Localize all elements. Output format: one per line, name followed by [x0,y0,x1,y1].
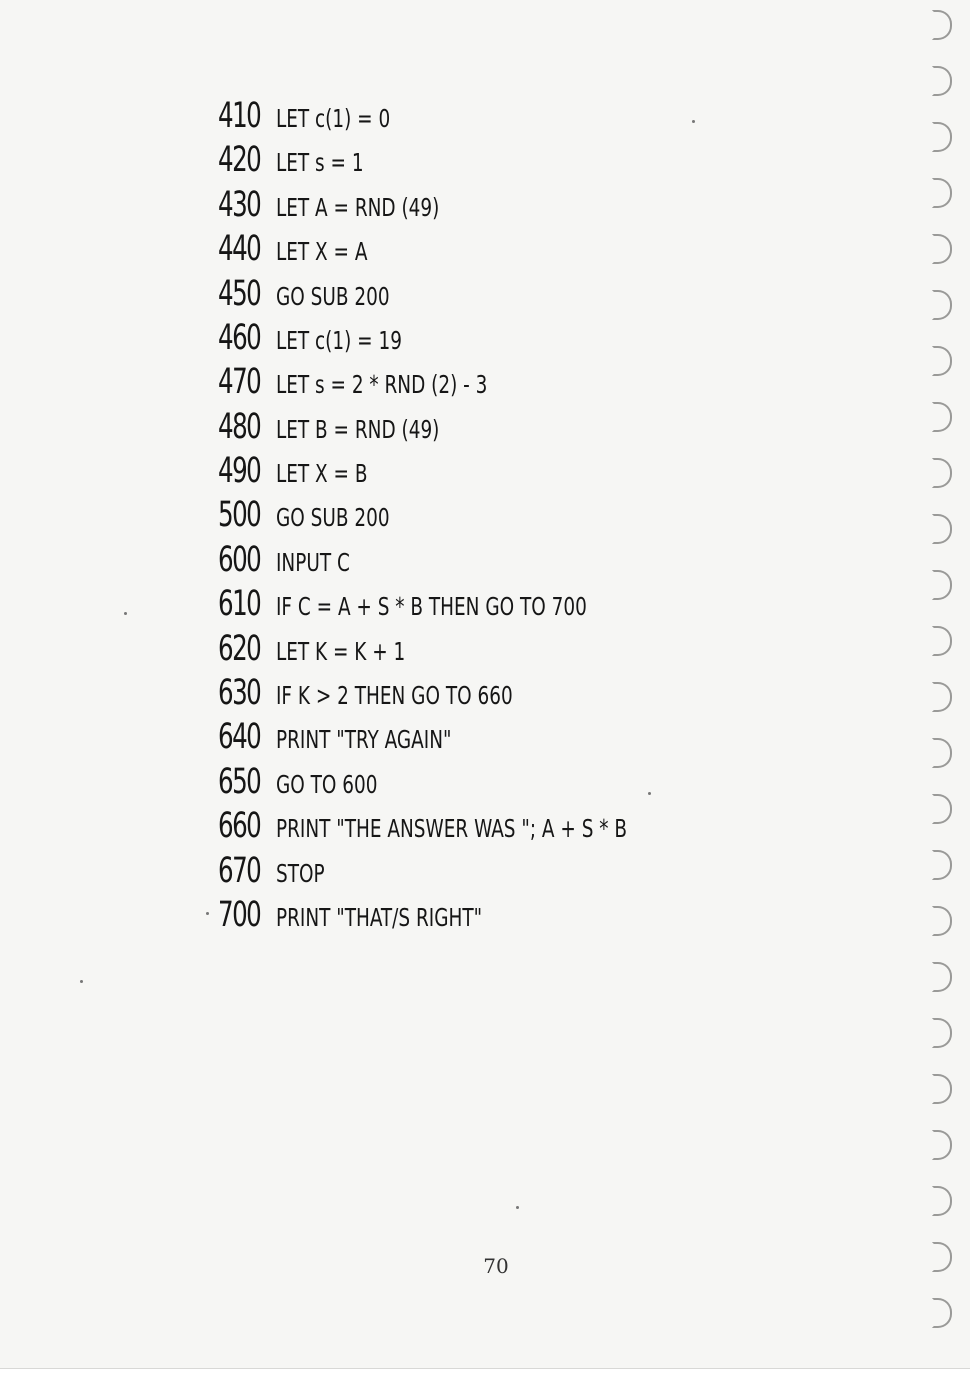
statement: LET K = K + 1 [276,637,406,666]
binding-hole [932,850,952,880]
statement: PRINT "THAT/S RIGHT" [276,903,483,932]
binding-hole [932,514,952,544]
line-number: 430 [218,185,261,225]
paper-speck [206,912,209,915]
binding-hole [932,178,952,208]
statement: STOP [276,859,325,888]
statement: IF C = A + S * B THEN GO TO 700 [276,592,587,621]
statement: INPUT C [276,548,350,577]
binding-hole [932,570,952,600]
code-line [218,272,415,316]
code-line [218,538,366,582]
code-line [218,715,490,759]
paper-speck [648,792,651,795]
line-number: 410 [218,96,261,136]
statement: LET c(1) = 19 [276,326,402,355]
binding-hole [932,66,952,96]
code-line [218,893,527,937]
statement: GO SUB 200 [276,503,390,532]
line-number: 450 [218,274,261,314]
binding-hole [932,682,952,712]
code-line [218,183,475,227]
line-number: 610 [218,584,261,624]
binding-hole [932,626,952,656]
line-number: 440 [218,229,261,269]
statement: IF K > 2 THEN GO TO 660 [276,681,513,710]
line-number: 420 [218,140,261,180]
line-number: 620 [218,629,261,669]
binding-hole [932,290,952,320]
binding-hole [932,1130,952,1160]
binding-hole [932,10,952,40]
binding-hole [932,1186,952,1216]
statement: LET A = RND (49) [276,193,440,222]
scan-bottom-edge [0,1368,970,1386]
statement: GO TO 600 [276,770,378,799]
binding-hole [932,794,952,824]
code-line [218,671,565,715]
binding-hole [932,1074,952,1104]
statement: PRINT "TRY AGAIN" [276,725,452,754]
line-number: 500 [218,495,261,535]
binding-hole [932,962,952,992]
paper-speck [124,612,127,615]
binding-hole [932,906,952,936]
code-line [218,804,704,848]
line-number: 660 [218,806,261,846]
statement: LET s = 1 [276,148,364,177]
paper-speck [516,1206,519,1209]
binding-holes [918,0,970,1368]
code-line [218,582,655,626]
binding-hole [932,402,952,432]
line-number: 480 [218,407,261,447]
statement: LET X = B [276,459,368,488]
code-line [218,227,388,271]
code-line [218,849,335,893]
line-number: 670 [218,851,261,891]
binding-hole [932,234,952,264]
line-number: 470 [218,362,261,402]
code-line [218,405,475,449]
code-line [218,138,383,182]
statement: LET s = 2 * RND (2) - 3 [276,370,488,399]
line-number: 700 [218,895,261,935]
line-number: 600 [218,540,261,580]
line-number: 630 [218,673,261,713]
code-line [218,760,400,804]
statement: LET c(1) = 0 [276,104,391,133]
binding-hole [932,346,952,376]
binding-hole [932,738,952,768]
line-number: 490 [218,451,261,491]
page-number: 70 [483,1254,509,1278]
statement: PRINT "THE ANSWER WAS "; A + S * B [276,814,627,843]
line-number: 460 [218,318,261,358]
code-line [218,449,388,493]
code-line [218,493,415,537]
code-line [218,94,415,138]
statement: LET B = RND (49) [276,415,440,444]
paper-speck [692,120,695,123]
paper-speck [80,980,83,983]
line-number: 650 [218,762,261,802]
statement: LET X = A [276,237,368,266]
code-line [218,316,430,360]
binding-hole [932,1018,952,1048]
binding-hole [932,1242,952,1272]
code-line [218,360,534,404]
line-number: 640 [218,717,261,757]
binding-hole [932,1298,952,1328]
binding-hole [932,122,952,152]
statement: GO SUB 200 [276,282,390,311]
code-line [218,627,434,671]
binding-hole [932,458,952,488]
